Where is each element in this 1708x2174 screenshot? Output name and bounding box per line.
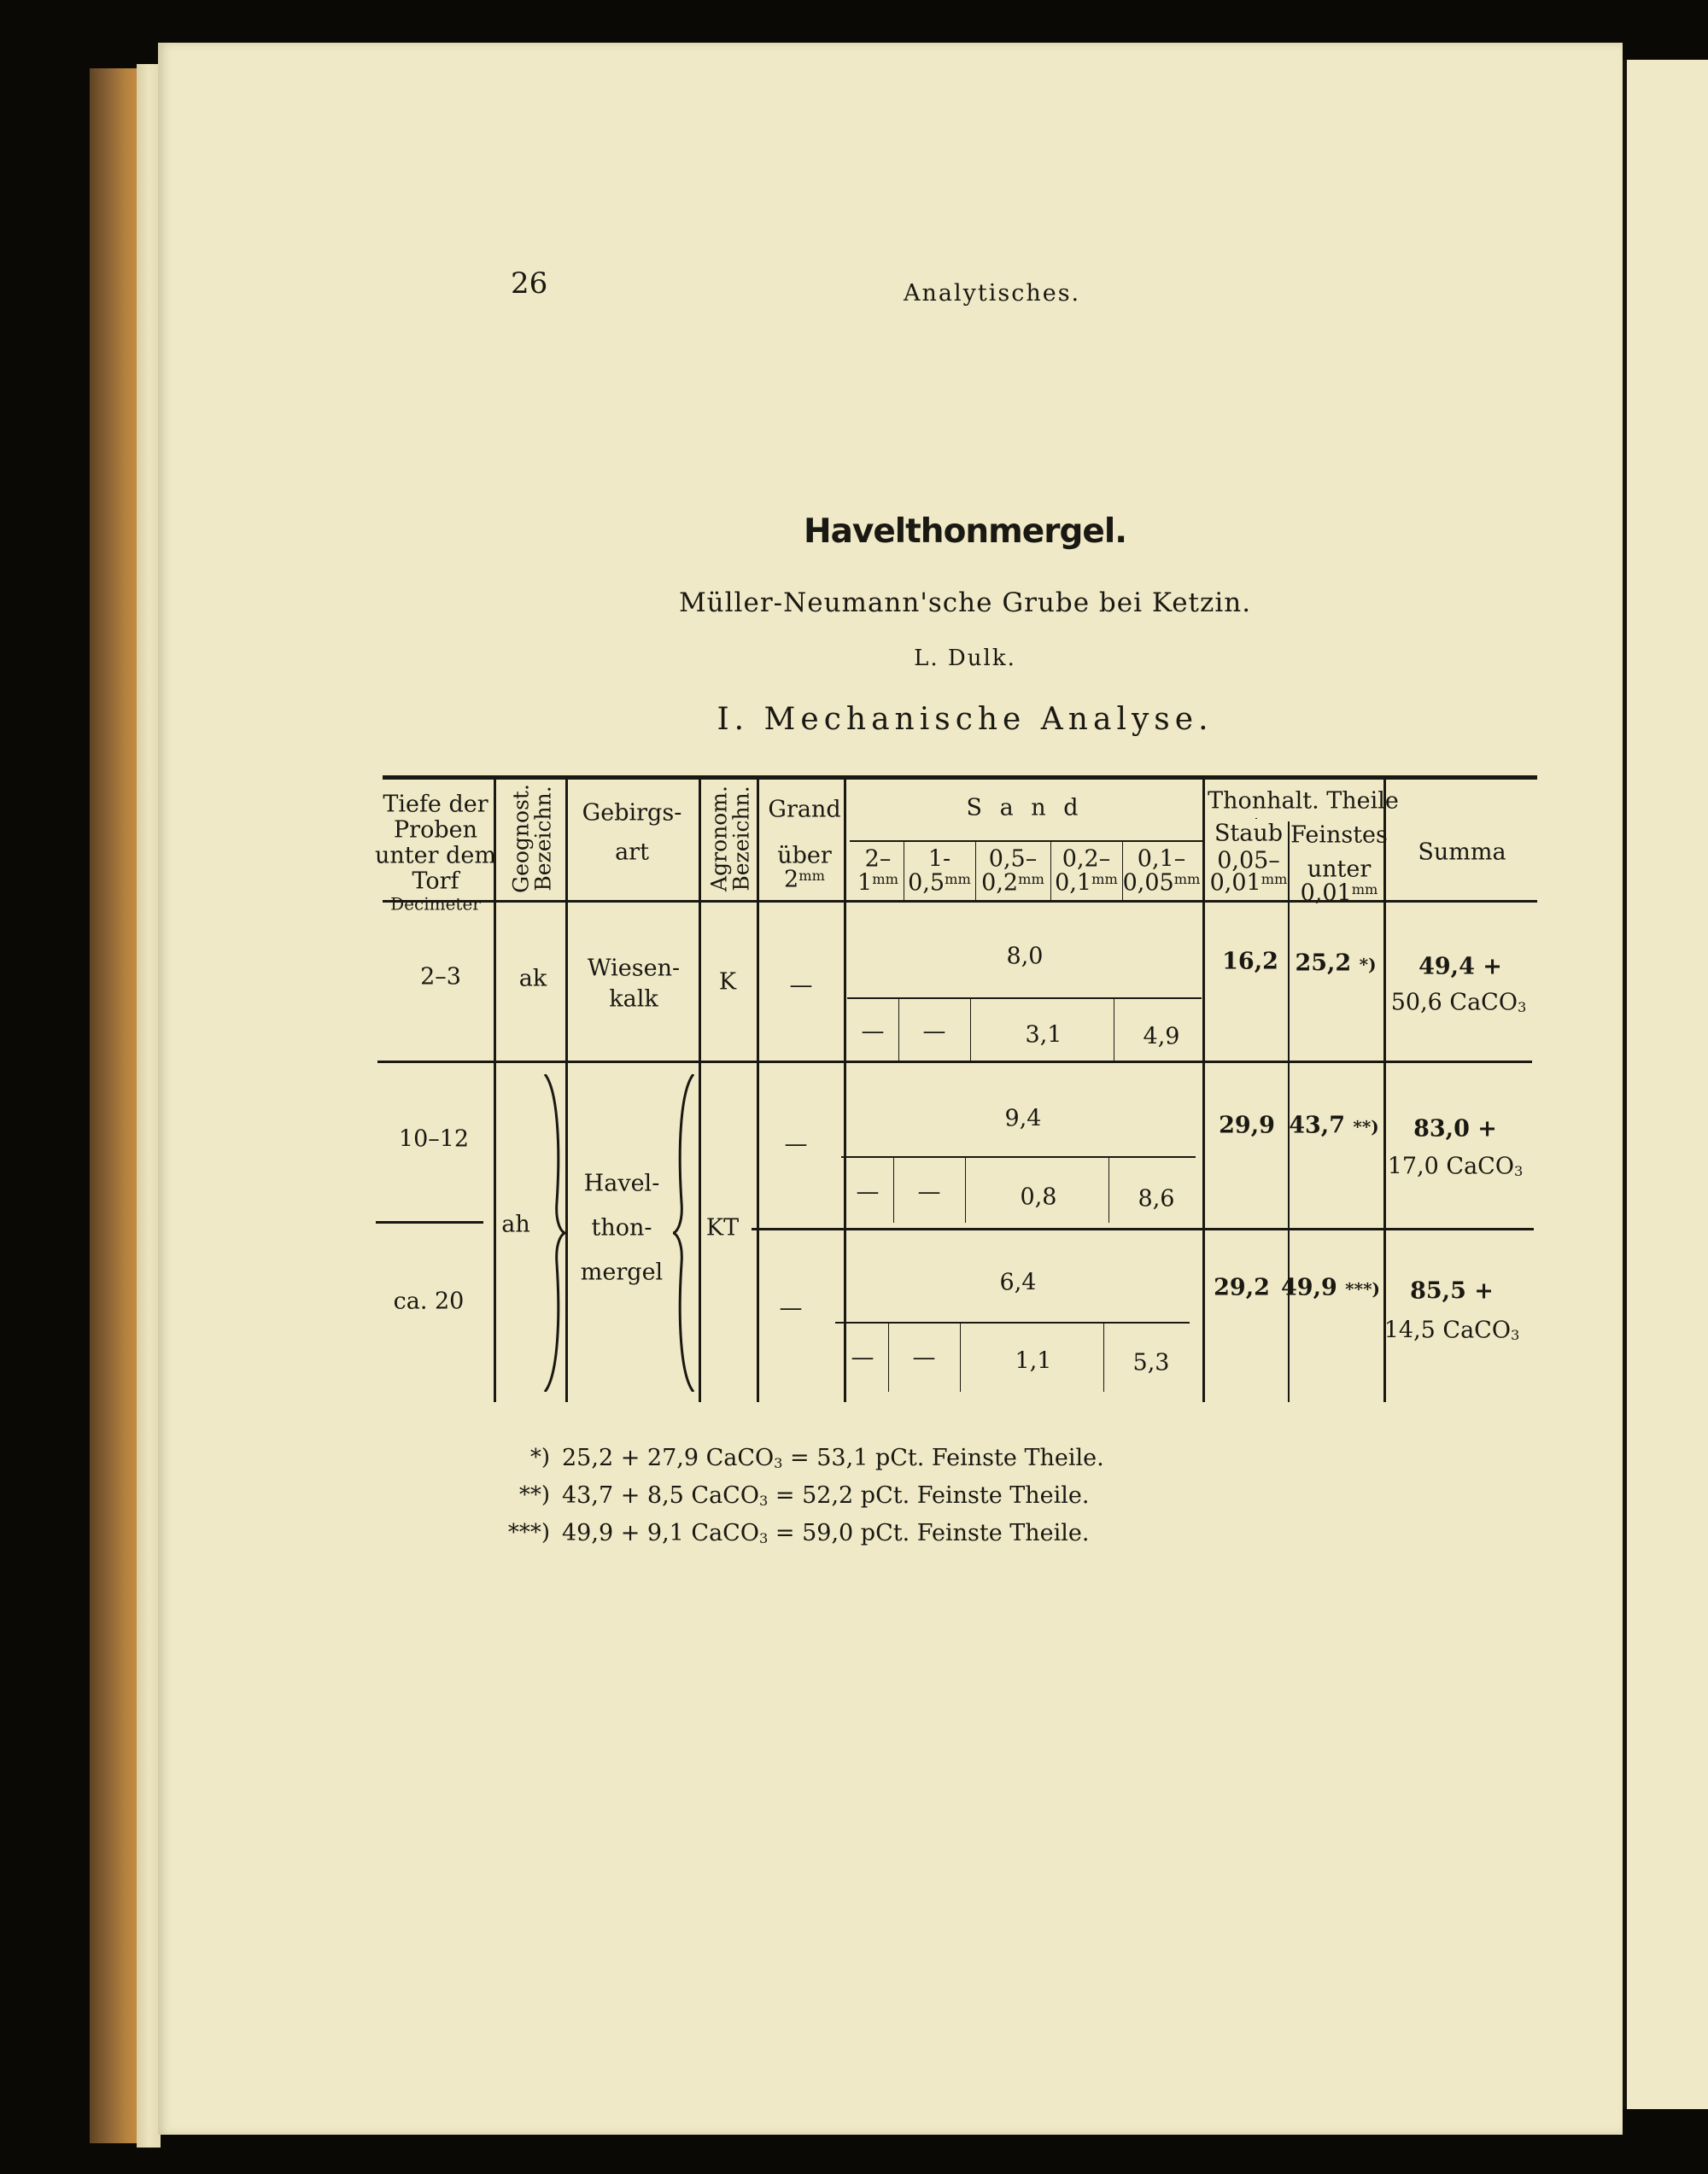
row1-feinstes: 25,2 *): [1295, 950, 1377, 977]
row1-summa: 49,4 +: [1418, 953, 1502, 980]
row2-sand-rule: [841, 1156, 1196, 1158]
col-rule-feinstes: [1383, 779, 1386, 1402]
spacer: [1255, 818, 1257, 819]
row1-agronom: K: [718, 968, 737, 996]
row3-staub: 29,2: [1214, 1274, 1270, 1301]
header-gebirgsart-line-1: Gebirgs-: [582, 799, 682, 827]
geognost-brace-icon: [538, 1074, 572, 1392]
row1-staub: 16,2: [1222, 948, 1278, 975]
row1-sand-fraction-1: —: [861, 1018, 885, 1045]
row2-sand-div-1: [893, 1158, 894, 1223]
row2-depth: 10–12: [398, 1125, 470, 1153]
header-thonhalt: Thonhalt. Theile: [1208, 787, 1399, 815]
header-sand-fraction-5-top: 0,1–: [1137, 845, 1186, 873]
footnote-3: 49,9 + 9,1 CaCO$_3$ = 59,0 pCt. Feinste Theile.: [562, 1520, 1090, 1546]
row3-sand-div-2: [960, 1324, 961, 1392]
footnote-2: 43,7 + 8,5 CaCO$_3$ = 52,2 pCt. Feinste Theile.: [562, 1482, 1090, 1509]
row1-sand-fraction-3: 3,1: [1025, 1021, 1062, 1049]
author: L. Dulk.: [914, 646, 1016, 671]
row1-bottom-rule: [377, 1061, 1532, 1063]
header-feinstes-unter: unter: [1307, 856, 1372, 883]
header-geognost-line-2: Bezeichn.: [530, 786, 556, 891]
row2-sand-div-3: [1108, 1158, 1109, 1223]
row2-staub: 29,9: [1219, 1112, 1275, 1139]
header-depth-line-1: Tiefe der: [383, 791, 488, 818]
col-rule-sand: [1202, 779, 1205, 1402]
header-summa: Summa: [1418, 839, 1506, 866]
header-sand-fraction-2-bottom: $0,5^{mm}$: [908, 869, 971, 897]
row2-sand-fraction-2: —: [917, 1178, 941, 1206]
gebirgsart-brace-icon: [666, 1074, 700, 1392]
row1-sand-rule: [847, 997, 1202, 999]
row2-sand-fraction-1: —: [856, 1178, 880, 1206]
row1-sand-div-2: [970, 999, 971, 1061]
row1-gebirgsart-line-2: kalk: [609, 985, 658, 1013]
col-rule-grand: [844, 779, 846, 1402]
merged-gebirgsart-line-2: thon-: [591, 1214, 652, 1242]
row3-sand-div-1: [888, 1324, 889, 1392]
table-top-rule: [383, 775, 1537, 780]
header-feinstes: Feinstes: [1290, 821, 1388, 849]
header-sand: S a n d: [966, 794, 1084, 821]
row1-grand: —: [789, 972, 813, 999]
page-number: 26: [511, 266, 548, 301]
merged-gebirgsart-line-1: Havel-: [583, 1170, 660, 1197]
header-sand-fraction-1-bottom: $1^{mm}$: [857, 869, 898, 897]
row3-sand-div-3: [1103, 1324, 1104, 1392]
row2-sand-fraction-4: 8,6: [1138, 1185, 1175, 1213]
row2-summa-caco3: 17,0 CaCO$_3$: [1387, 1153, 1524, 1180]
row3-sand-total: 6,4: [999, 1269, 1037, 1296]
row2-feinstes: 43,7 **): [1289, 1112, 1379, 1139]
row1-sand-div-1: [898, 999, 899, 1061]
header-gebirgsart-line-2: art: [615, 839, 649, 866]
sand-div-3: [1050, 842, 1051, 900]
subtitle: Müller-Neumann'sche Grube bei Ketzin.: [678, 587, 1252, 618]
row3-summa: 85,5 +: [1410, 1277, 1494, 1305]
row2-bottom-rule: [752, 1228, 1534, 1230]
header-agronom-line-1: Agronom.: [706, 786, 732, 891]
row1-geognost: ak: [518, 965, 547, 992]
header-depth-line-3: unter dem: [375, 842, 496, 869]
col-rule-depth: [494, 779, 496, 1402]
row3-sand-fraction-3: 1,1: [1015, 1347, 1052, 1375]
row3-summa-caco3: 14,5 CaCO$_3$: [1383, 1317, 1520, 1344]
header-staub-range-top: 0,05–: [1217, 847, 1280, 874]
header-depth-unit: Decimeter: [390, 893, 481, 915]
row2-sand-fraction-3: 0,8: [1020, 1183, 1057, 1211]
book-spine: [90, 68, 141, 2143]
analysis-table: [376, 753, 1537, 1402]
merged-gebirgsart-line-3: mergel: [580, 1259, 664, 1286]
section-heading: I. Mechanische Analyse.: [717, 702, 1214, 737]
row3-depth: ca. 20: [393, 1288, 465, 1315]
row3-sand-fraction-4: 5,3: [1132, 1349, 1170, 1376]
header-grand: Grand: [768, 796, 841, 823]
header-sand-fraction-3-bottom: $0,2^{mm}$: [981, 869, 1044, 897]
header-grand-size: $2^{mm}$: [784, 866, 825, 893]
header-sand-fraction-5-bottom: $0,05^{mm}$: [1122, 869, 1201, 897]
col-rule-agronom: [757, 779, 759, 1402]
row1-summa-caco3: 50,6 CaCO$_3$: [1390, 989, 1527, 1016]
page-edges: [137, 64, 161, 2148]
footnote-3-mark: ***): [507, 1520, 550, 1546]
header-sand-fraction-4-top: 0,2–: [1062, 845, 1111, 873]
header-sand-fraction-4-bottom: $0,1^{mm}$: [1055, 869, 1118, 897]
row3-grand: —: [779, 1294, 803, 1322]
header-feinstes-size: $0,01^{mm}$: [1300, 880, 1378, 907]
merged-agronom: KT: [705, 1214, 740, 1242]
header-sand-fraction-2-top: 1-: [927, 845, 951, 873]
sand-div-2: [975, 842, 976, 900]
header-geognost-line-1: Geognost.: [508, 784, 534, 893]
header-sand-fraction-3-top: 0,5–: [988, 845, 1038, 873]
header-grand-ueber: über: [777, 842, 832, 869]
header-staub: Staub: [1214, 820, 1284, 847]
row1-sand-total: 8,0: [1006, 943, 1044, 970]
row1-sand-fraction-4: 4,9: [1143, 1023, 1180, 1050]
row1-sand-fraction-2: —: [922, 1018, 946, 1045]
row2-depth-rule: [376, 1221, 483, 1224]
merged-geognost: ah: [501, 1211, 530, 1238]
header-depth-line-4: Torf: [412, 868, 459, 895]
row3-feinstes: 49,9 ***): [1280, 1274, 1381, 1301]
footnote-2-mark: **): [518, 1482, 550, 1508]
row3-sand-fraction-1: —: [851, 1344, 874, 1371]
header-depth-line-2: Proben: [394, 816, 477, 844]
row1-depth: 2–3: [420, 963, 461, 991]
facing-page: [1627, 60, 1708, 2109]
header-agronom-line-2: Bezeichn.: [728, 786, 754, 891]
row2-sand-div-2: [965, 1158, 966, 1223]
row2-summa: 83,0 +: [1413, 1115, 1497, 1143]
header-staub-range-bottom: $0,01^{mm}$: [1209, 869, 1288, 897]
header-sand-fraction-1-top: 2–: [864, 845, 892, 873]
page-title: Havelthonmergel.: [803, 512, 1127, 551]
row2-grand: —: [784, 1131, 808, 1158]
row2-sand-total: 9,4: [1004, 1105, 1042, 1132]
footnote-1-mark: *): [529, 1445, 550, 1470]
row3-sand-fraction-2: —: [912, 1344, 936, 1371]
row1-gebirgsart-line-1: Wiesen-: [587, 955, 681, 982]
footnote-1: 25,2 + 27,9 CaCO$_3$ = 53,1 pCt. Feinste Theile.: [562, 1445, 1104, 1471]
running-head: Analytisches.: [904, 280, 1081, 307]
